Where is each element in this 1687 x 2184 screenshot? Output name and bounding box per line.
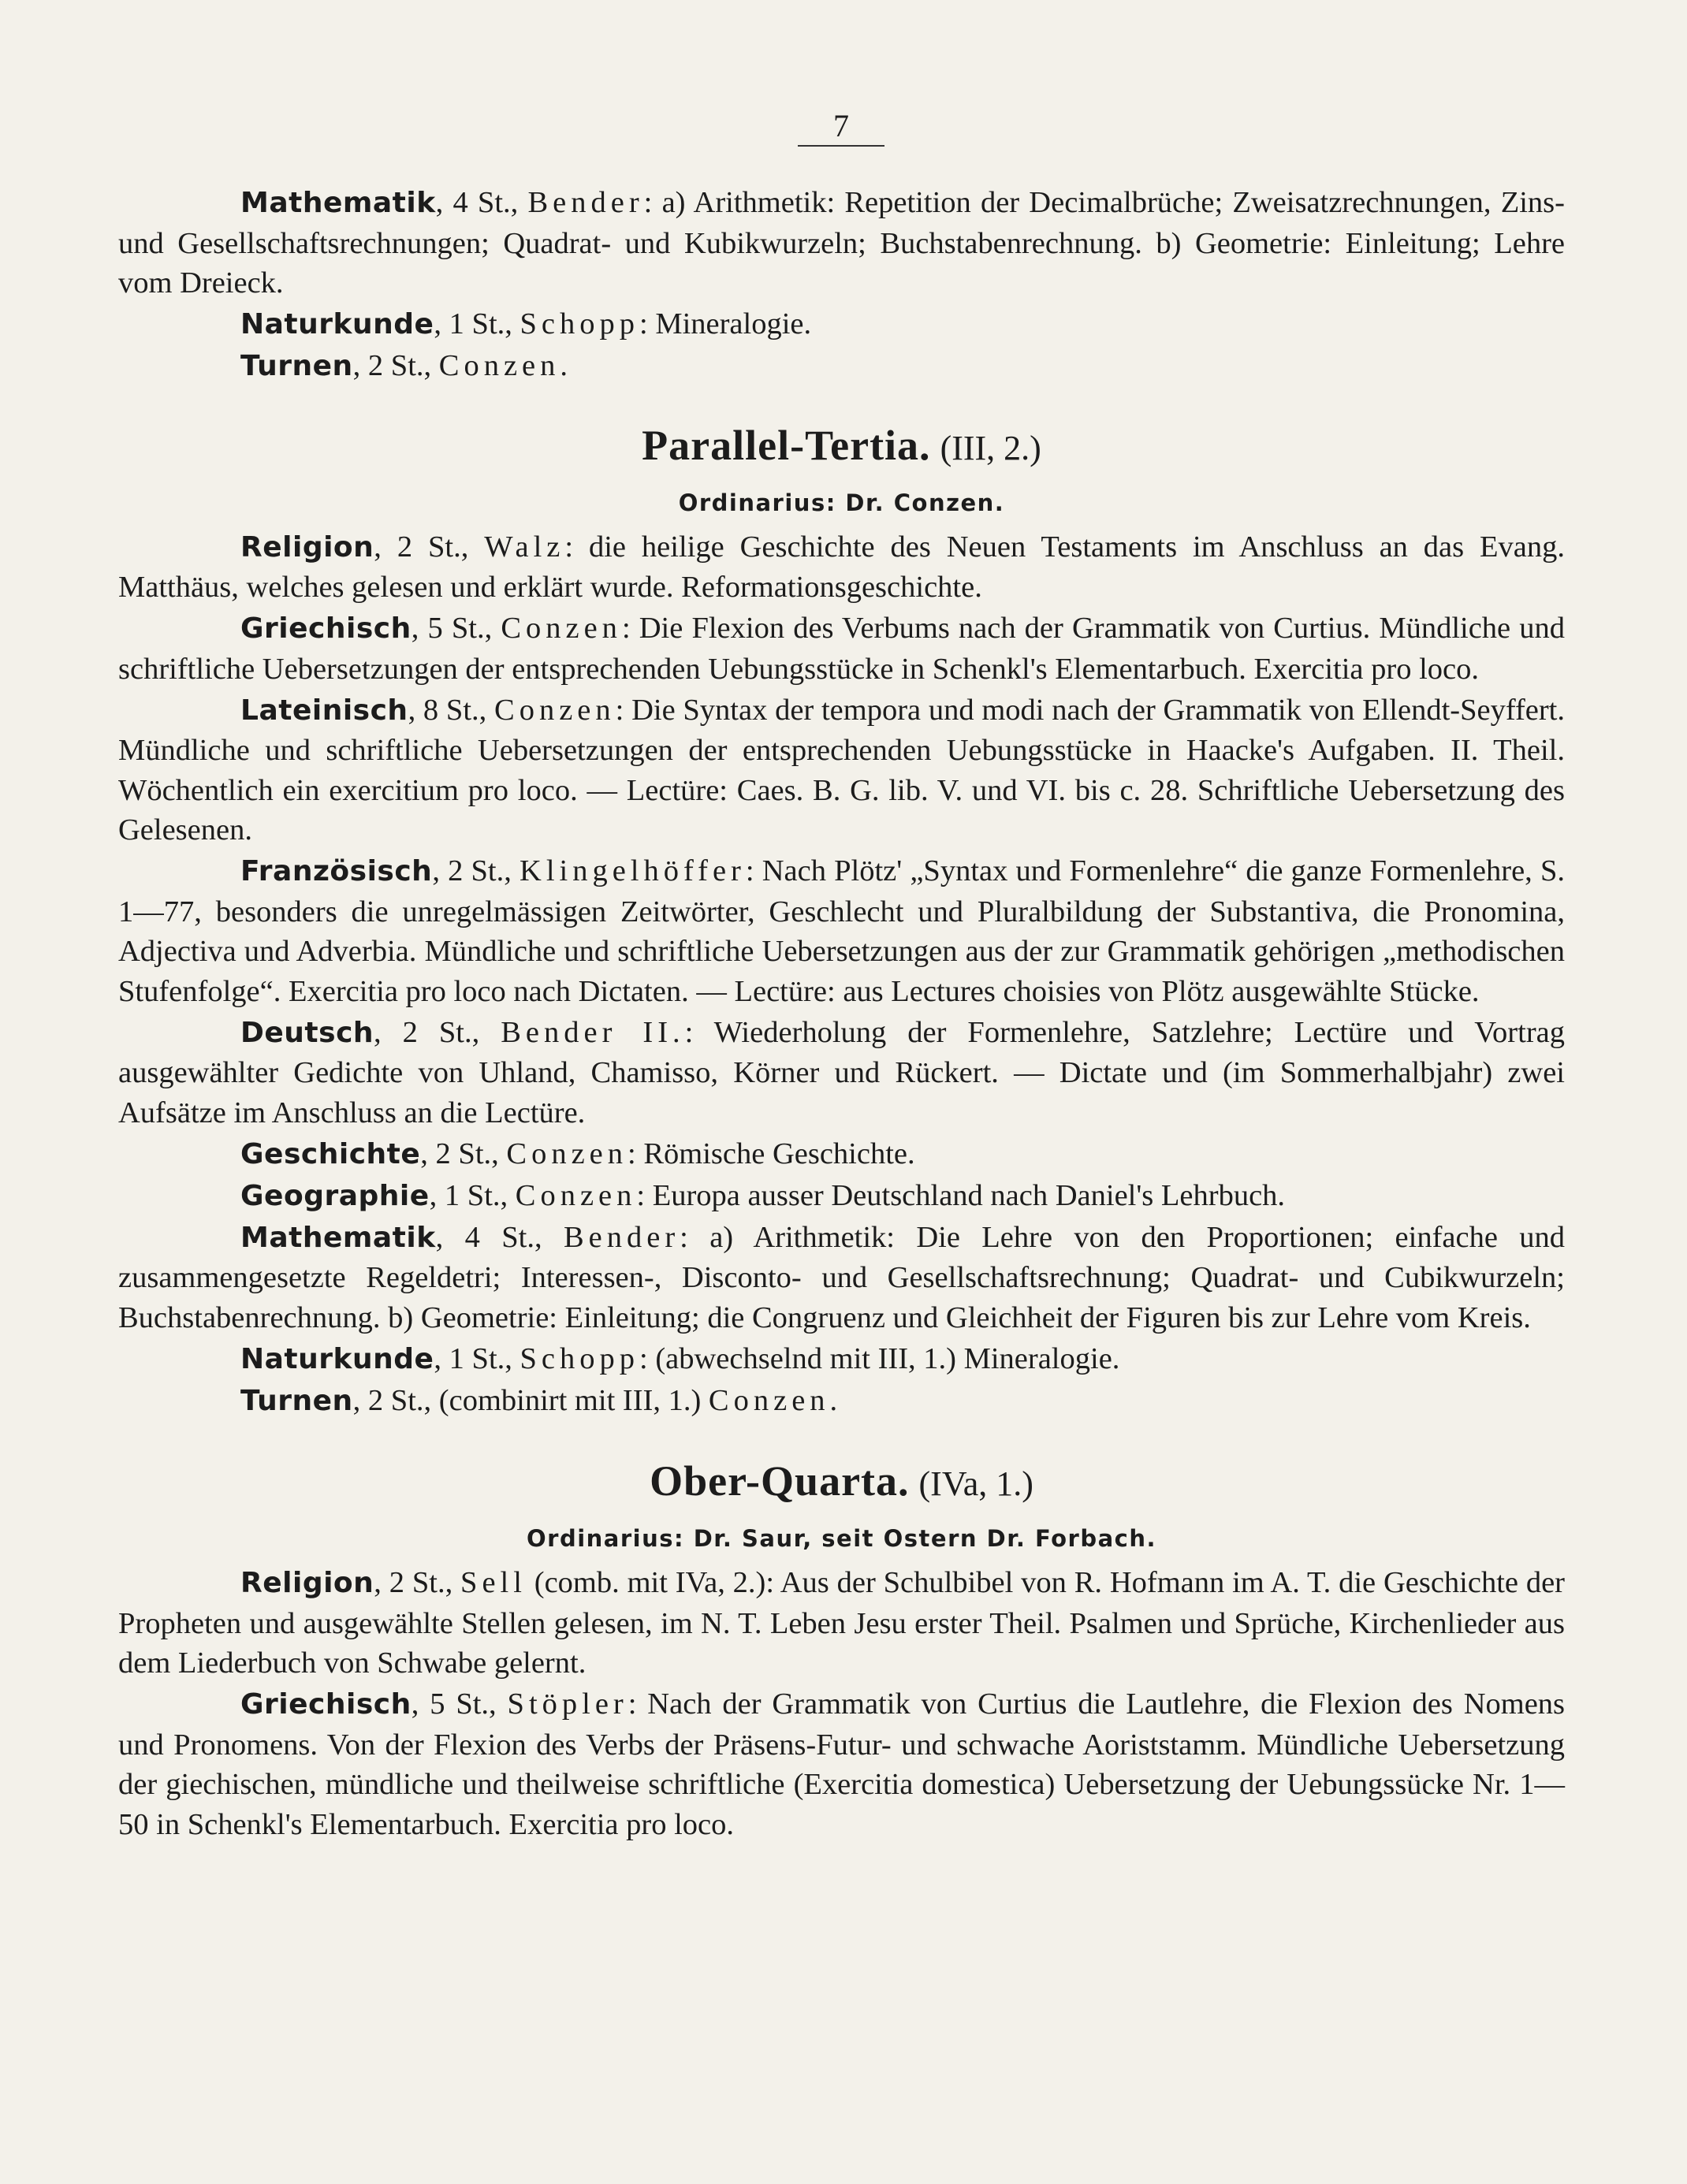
- course-entry-lateinisch: [118, 690, 1565, 850]
- teacher-name: Schopp: [520, 1341, 640, 1375]
- separator: :: [643, 186, 662, 219]
- course-entry-franzoesisch: [118, 851, 1565, 1011]
- subject-name: Griechisch: [240, 1688, 412, 1721]
- subject-name: Naturkunde: [240, 1342, 434, 1375]
- course-entry-turnen: [118, 1381, 1565, 1422]
- page-body: [118, 183, 1565, 1846]
- separator: :: [639, 1341, 656, 1375]
- teacher-name: Schopp: [520, 307, 640, 340]
- course-content: Nach der Grammatik von Curtius die Lautlehre, die Flexion des Nomens und Pronomens. Von der Flexion des Verbs der Präsens-Futur- und schwache Aoriststamm. Mündliche Uebersetzung der giechischen, mündliche und theilweise schriftliche (Exercitia domestica) Uebersetzung der Uebungssücke Nr. 1—50 in Schenkl's Elementarbuch. Exercitia pro loco.: [118, 1687, 1566, 1841]
- teacher-name: Bender: [563, 1220, 680, 1254]
- hours: , 1 St.,: [429, 1178, 516, 1212]
- teacher-name: Bender II.: [501, 1015, 685, 1049]
- course-content: Die Syntax der tempora und modi nach der Grammatik von Ellendt-Seyffert. Mündliche und schriftliche Uebersetzungen der entsprechenden Uebungsstücke in Haacke's Aufgaben. II. Theil. Wöchentlich ein exercitium pro loco. — Lectüre: Caes. B. G. lib. V. und VI. bis c. 28. Schriftliche Uebersetzung des Gelesenen.: [118, 693, 1566, 846]
- course-content: Die Flexion des Verbums nach der Grammatik von Curtius. Mündliche und schriftliche Uebersetzungen der entsprechenden Uebungsstücke in Schenkl's Elementarbuch. Exercitia pro loco.: [118, 612, 1566, 686]
- separator: :: [745, 854, 762, 887]
- subject-name: Turnen: [240, 1384, 353, 1417]
- teacher-name: Bender: [527, 186, 644, 219]
- subject-name: Lateinisch: [240, 694, 408, 727]
- section-heading: [118, 422, 1565, 480]
- section-title: Ober-Quarta.: [650, 1457, 910, 1505]
- course-content: Aus der Schulbibel von R. Hofmann im A. T. die Geschichte der Propheten und ausgewählte Stellen gelesen, im N. T. Leben Jesu erster Theil. Psalmen und Sprüche, Kirchenlieder aus dem Liederbuch von Schwabe gelernt.: [118, 1566, 1565, 1680]
- separator: :: [615, 693, 632, 727]
- hours: , 4 St.,: [435, 1220, 564, 1254]
- course-entry-mathematik: [118, 183, 1565, 303]
- course-content: a) Arithmetik: Die Lehre von den Proportionen; einfache und zusammengesetzte Regeldetri; Interessen-, Disconto- und Gesellschaftsrechnung; Quadrat- und Cubikwurzeln; Buchstabenrechnung. b) Geometrie: Einleitung; die Congruenz und Gleichheit der Figuren bis zur Lehre vom Kreis.: [118, 1220, 1566, 1334]
- subject-name: Französisch: [240, 855, 433, 887]
- page-number: 7: [798, 107, 884, 147]
- ordinarius-line: Ordinarius: Dr. Conzen.: [678, 489, 1005, 516]
- subject-name: Mathematik: [240, 187, 436, 219]
- hours: , 4 St.,: [435, 186, 528, 219]
- course-content: (abwechselnd mit III, 1.) Mineralogie.: [655, 1341, 1120, 1375]
- section-title: Parallel-Tertia.: [642, 421, 931, 469]
- course-content: die heilige Geschichte des Neuen Testaments im Anschluss an das Evang. Matthäus, welches gelesen und erklärt wurde. Reformationsgeschichte.: [118, 530, 1566, 604]
- teacher-name: Conzen: [438, 349, 560, 382]
- separator: :: [636, 1178, 653, 1212]
- teacher-name: Klingelhöffer: [520, 854, 746, 887]
- course-entry-religion: [118, 1563, 1565, 1684]
- separator: .: [829, 1383, 838, 1417]
- course-entry-deutsch: [118, 1013, 1565, 1133]
- course-entry-religion: [118, 527, 1565, 608]
- subject-name: Griechisch: [240, 612, 412, 645]
- hours: , 2 St.,: [352, 349, 439, 382]
- subject-name: Religion: [240, 1567, 374, 1599]
- hours: , 2 St., (combinirt mit III, 1.): [352, 1383, 709, 1417]
- course-content: Europa ausser Deutschland nach Daniel's Lehrbuch.: [652, 1178, 1286, 1212]
- separator: (comb. mit IVa, 2.):: [526, 1566, 780, 1599]
- subject-name: Religion: [240, 530, 374, 564]
- separator: :: [621, 612, 639, 645]
- hours: , 1 St.,: [434, 307, 520, 340]
- teacher-name: Conzen: [506, 1137, 628, 1170]
- hours: , 5 St.,: [411, 612, 501, 645]
- hours: , 2 St.,: [432, 854, 520, 887]
- subject-name: Geographie: [240, 1179, 430, 1212]
- subject-name: Deutsch: [240, 1016, 374, 1049]
- ordinarius-line: Ordinarius: Dr. Saur, seit Ostern Dr. Forbach.: [526, 1525, 1157, 1552]
- hours: , 2 St.,: [374, 530, 485, 564]
- course-content: Römische Geschichte.: [643, 1137, 915, 1170]
- subject-name: Geschichte: [240, 1137, 421, 1170]
- teacher-name: Stöpler: [507, 1687, 628, 1721]
- course-entry-naturkunde: [118, 304, 1565, 345]
- section-heading: [118, 1457, 1565, 1516]
- course-entry-mathematik: [118, 1218, 1565, 1338]
- course-entry-geschichte: [118, 1134, 1565, 1175]
- teacher-name: Conzen: [515, 1178, 637, 1212]
- course-entry-griechisch: [118, 608, 1565, 689]
- separator: :: [564, 530, 589, 564]
- separator: :: [680, 1220, 710, 1254]
- course-entry-naturkunde: [118, 1339, 1565, 1380]
- course-content: a) Arithmetik: Repetition der Decimalbrüche; Zweisatzrechnungen, Zins- und Gesellschaftsrechnungen; Quadrat- und Kubikwurzeln; Buchstabenrechnung. b) Geometrie: Einleitung; Lehre vom Dreieck.: [118, 186, 1565, 300]
- teacher-name: Sell: [460, 1566, 527, 1599]
- teacher-name: Walz: [484, 530, 565, 564]
- separator: :: [639, 307, 656, 340]
- separator: :: [628, 1687, 648, 1721]
- teacher-name: Conzen: [708, 1383, 830, 1417]
- hours: , 5 St.,: [411, 1687, 508, 1721]
- separator: .: [560, 349, 568, 382]
- course-content: Wiederholung der Formenlehre, Satzlehre; Lectüre und Vortrag ausgewählter Gedichte von Uhland, Chamisso, Körner und Rückert. — Dictate und (im Sommerhalbjahr) zwei Aufsätze im Anschluss an die Lectüre.: [118, 1015, 1565, 1129]
- hours: , 2 St.,: [420, 1137, 507, 1170]
- teacher-name: Conzen: [494, 693, 616, 727]
- hours: , 8 St.,: [408, 693, 495, 727]
- subject-name: Turnen: [240, 350, 353, 382]
- hours: , 2 St.,: [374, 1566, 461, 1599]
- separator: :: [628, 1137, 644, 1170]
- class-code: (III, 2.): [940, 428, 1041, 467]
- hours: , 1 St.,: [434, 1341, 520, 1375]
- separator: :: [684, 1015, 714, 1049]
- course-entry-griechisch: [118, 1684, 1565, 1844]
- course-entry-turnen: [118, 346, 1565, 387]
- subject-name: Naturkunde: [240, 308, 434, 340]
- course-content: Nach Plötz' „Syntax und Formenlehre“ die ganze Formenlehre, S. 1—77, besonders die unregelmässigen Zeitwörter, Geschlecht und Pluralbildung der Substantiva, die Pronomina, Adjectiva und Adverbia. Mündliche und schriftliche Uebersetzungen aus der zur Grammatik gehörigen „methodischen Stufenfolge“. Exercitia pro loco nach Dictaten. — Lectüre: aus Lectures choisies von Plötz ausgewählte Stücke.: [118, 854, 1565, 1008]
- teacher-name: Conzen: [501, 612, 622, 645]
- class-code: (IVa, 1.): [918, 1464, 1033, 1503]
- course-content: Mineralogie.: [655, 307, 812, 340]
- subject-name: Mathematik: [240, 1221, 436, 1254]
- hours: , 2 St.,: [374, 1015, 501, 1049]
- course-entry-geographie: [118, 1176, 1565, 1217]
